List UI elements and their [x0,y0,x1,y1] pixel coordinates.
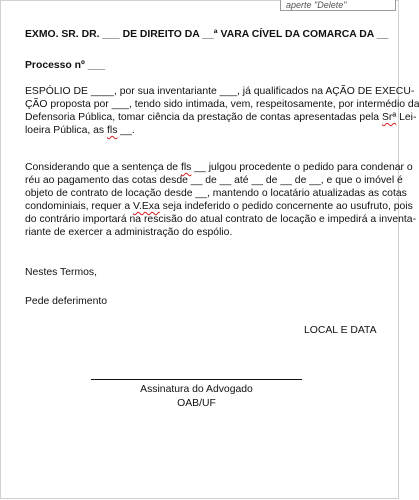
text-fragment: __ julgou procedente o pedido para condenar o [191,162,413,173]
closing-text: Nestes Termos, [25,267,97,278]
paragraph-line: ÇÃO proposta por ___, tendo sido intimada, vem, respeitosamente, por intermédio da [25,99,419,110]
paragraph-line: do contrário importará na rescisão do atual contrato de locação e impedirá a inventa- [25,214,417,225]
text-fragment: Lei- [396,112,417,123]
document-heading: EXMO. SR. DR. ___ DE DIREITO DA __ª VARA CÍVEL DA COMARCA DA __ [25,29,389,40]
text-fragment: Considerando que a sentença de [25,162,181,173]
text-fragment: loeira Pública, as [25,125,108,136]
paragraph-request [25,161,417,239]
text-fragment: seja indeferido o pedido concernente ao usufruto, pois [159,201,413,212]
spellcheck-word: Srª [381,112,397,123]
paragraph-line: objeto de contrato de locação desde __, mantendo o locatário atualizadas as cotas [25,188,407,199]
text-fragment: __. [117,125,135,136]
signature-name: Assinatura do Advogado [140,384,253,395]
place-date: LOCAL E DATA [304,325,377,336]
paragraph-line: riante de exercer a administração do espólio. [25,227,233,238]
paragraph-line: réu ao pagamento das cotas desde __ de __ até __ de __ de __, e que o imóvel é [25,175,403,186]
paragraph-intro [25,85,419,137]
process-number: Processo nº ___ [25,60,106,71]
paragraph-line [25,124,375,137]
delete-hint-box: aperte "Delete" [280,0,396,11]
spellcheck-word: fls [107,125,118,136]
paragraph-line: ESPÓLIO DE ____, por sua inventariante ___, já qualificados na AÇÃO DE EXECU- [25,86,415,97]
signature-registration: OAB/UF [177,398,216,409]
paragraph-line [25,161,413,174]
text-fragment: Defensoria Pública, tomar ciência da prestação de contas apresentadas pela [25,112,382,123]
paragraph-line [25,111,417,124]
spellcheck-word: V.Exa [133,201,160,212]
signature-line [91,379,302,380]
text-fragment: condominiais, requer a [25,201,134,212]
request-text: Pede deferimento [25,296,108,307]
paragraph-line [25,200,413,213]
spellcheck-word: fls [180,162,192,173]
